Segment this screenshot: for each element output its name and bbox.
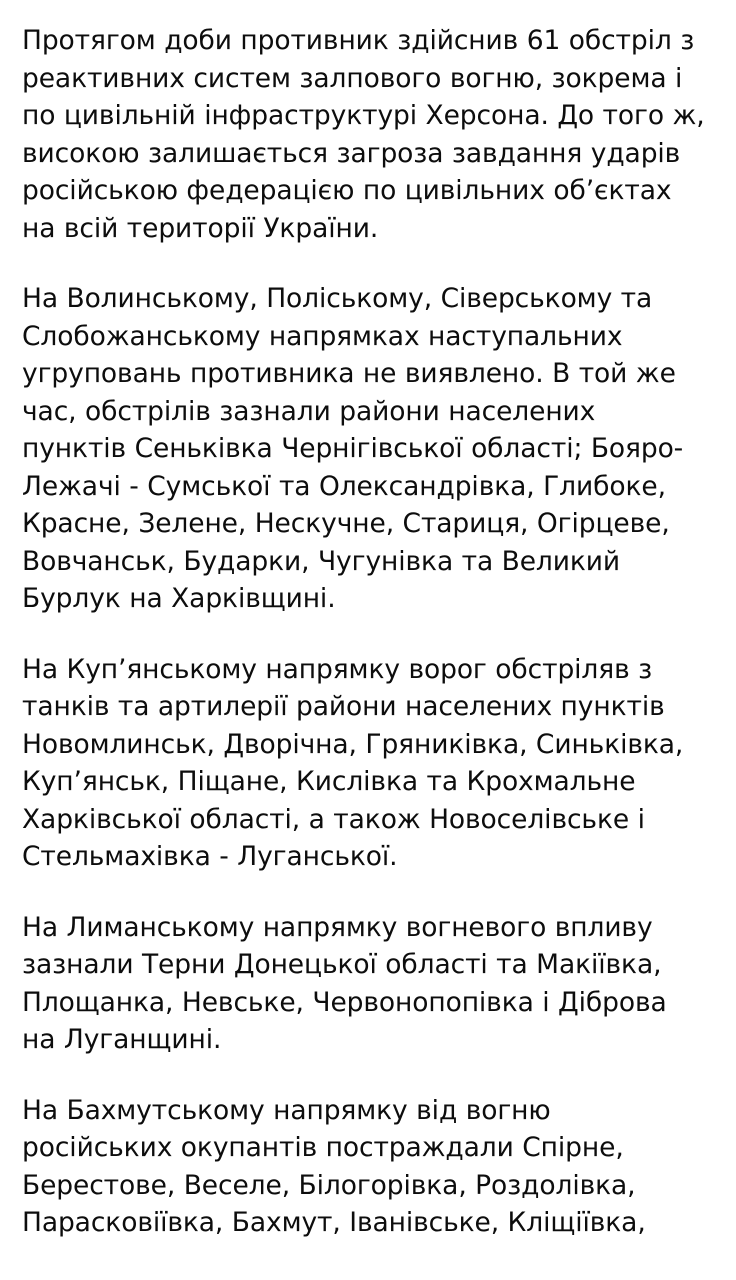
paragraph-3: На Куп’янському напрямку ворог обстріляв з танків та артилерії райони населених пунктів Новомлинськ, Дворічна, Гряниківка, Синьківка, Куп’янськ, Піщане, Кислівка та Крохмальне Харківської області, а також Новоселівське і Стельмахівка - Луганської. xyxy=(22,653,692,872)
paragraph-5: На Бахмутському напрямку від вогню російських окупантів постраждали Спірне, Берестове, Веселе, Білогорівка, Роздолівка, Парасковіївка, Бахмут, Іванівське, Кліщіївка, xyxy=(22,1094,646,1238)
paragraph-4: На Лиманському напрямку вогневого впливу зазнали Терни Донецької області та Макіївка, Площанка, Невське, Червонопопівка і Діброва на Луганщині. xyxy=(22,911,676,1055)
paragraph-1: Протягом доби противник здійснив 61 обстріл з реактивних систем залпового вогню, зокрема і по цивільній інфраструктурі Херсона. До того ж, високою залишається загроза завдання ударів російською федерацією по цивільних об’єктах на всій території України. xyxy=(22,25,714,244)
paragraph-2: На Волинському, Поліському, Сіверському та Слобожанському напрямках наступальних угруповань противника не виявлено. В той же час, обстрілів зазнали райони населених пунктів Сеньківка Чернігівської області; Бояро-Лежачі - Сумської та Олександрівка, Глибоке, Красне, Зелене, Нескучне, Стариця, Огірцеве, Вовчанськ, Бударки, Чугунівка та Великий Бурлук на Харківщині. xyxy=(22,283,685,614)
